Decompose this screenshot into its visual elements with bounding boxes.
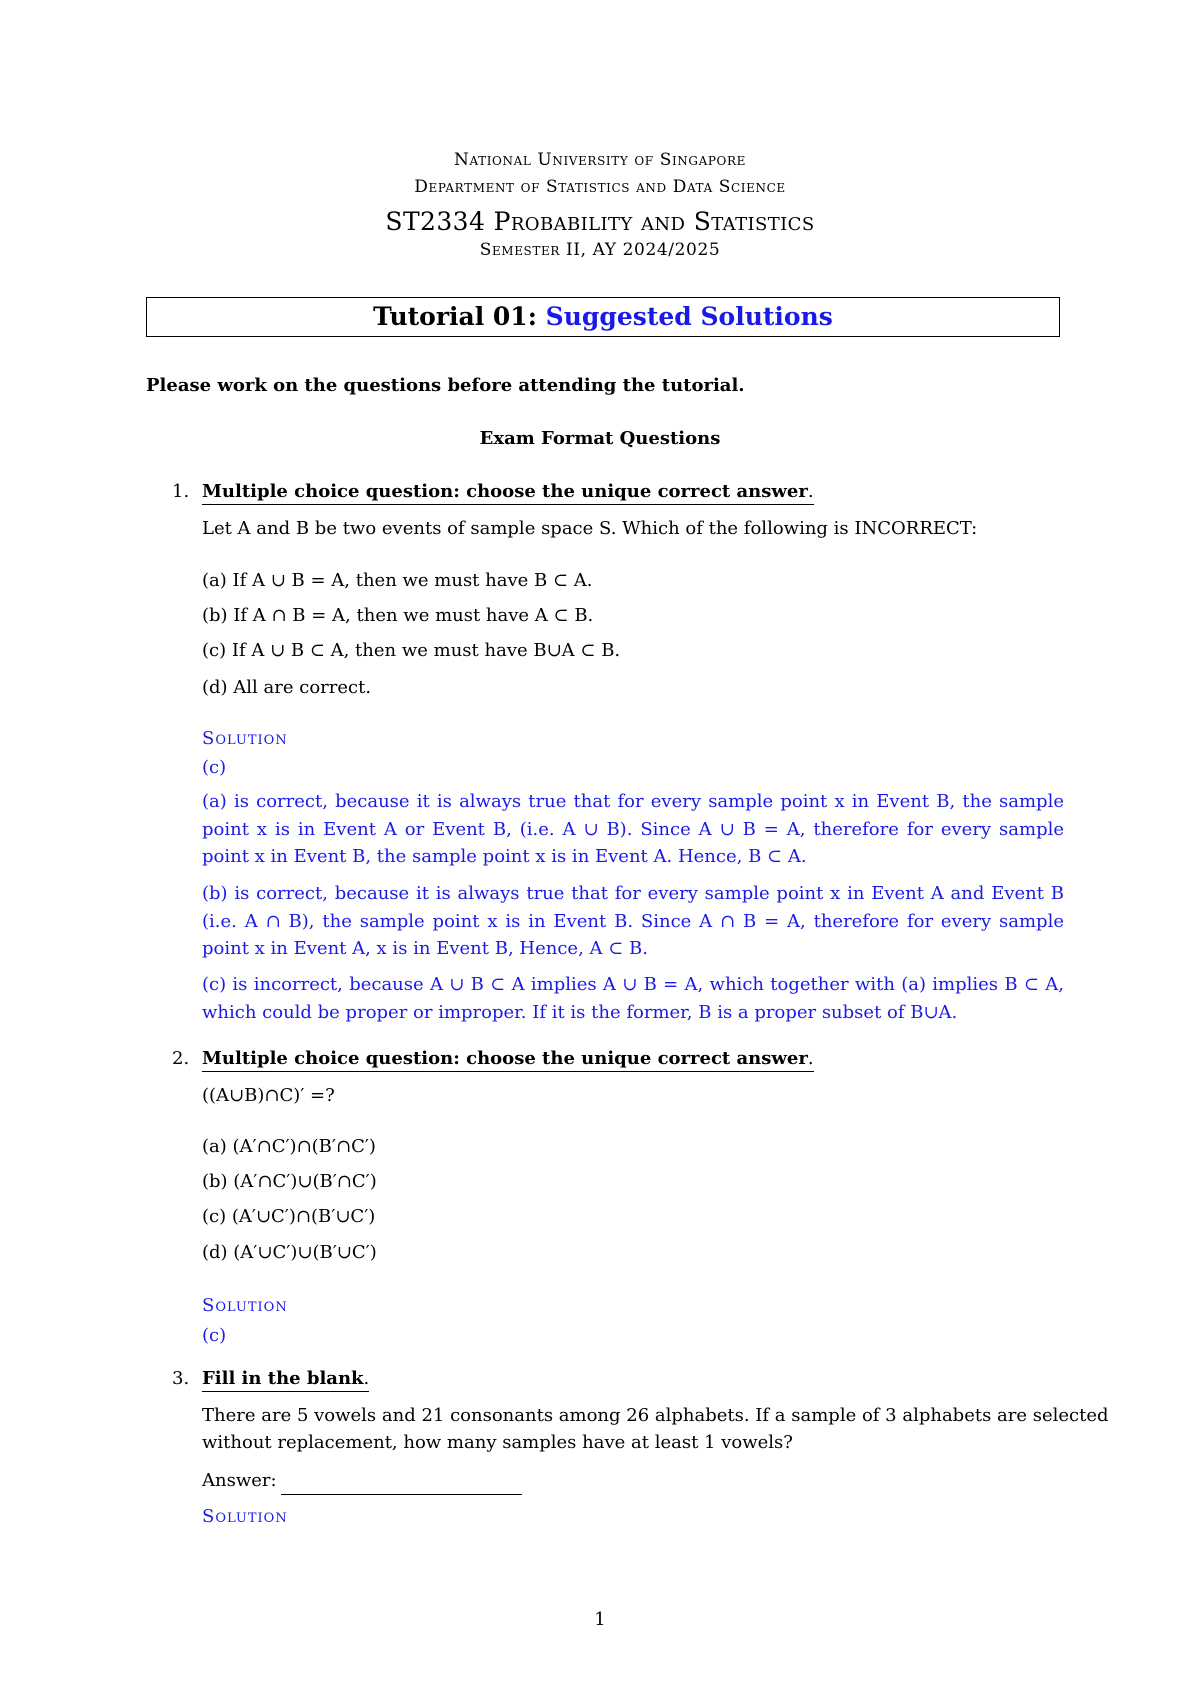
solution-label: Solution — [202, 728, 288, 749]
solution-label: Solution — [202, 1506, 288, 1527]
question-prompt: Let A and B be two events of sample space S. Which of the following is INCORRECT: — [202, 518, 978, 539]
option-c: (c) (A′∪C′)∩(B′∪C′) — [202, 1206, 376, 1227]
option-c: (c) If A ∪ B ⊂ A, then we must have B∪A ⊂ B. — [202, 640, 621, 661]
solution-answer: (c) — [202, 757, 227, 778]
instruction-text: Please work on the questions before attending the tutorial. — [146, 375, 745, 396]
tutorial-title-box — [146, 297, 1060, 337]
tutorial-title-prefix: Tutorial 01: — [373, 302, 537, 331]
university-name: National University of Singapore — [454, 150, 746, 170]
question-prompt: ((A∪B)∩C)′ =? — [202, 1085, 335, 1106]
question-heading: Multiple choice question: choose the unique correct answer. — [202, 1048, 814, 1072]
option-d: (d) (A′∪C′)∪(B′∪C′) — [202, 1242, 377, 1263]
question-heading-text: Fill in the blank — [202, 1368, 364, 1389]
semester-line: Semester II, AY 2024/2025 — [479, 240, 721, 260]
answer-label: Answer: — [202, 1470, 277, 1491]
solution-explanation-b: (b) is correct, because it is always true that for every sample point x in Event A and Event B (i.e. A ∩ B), the sample point x is in Event B. Since A ∩ B = A, therefore for every sample point x in Event A, x is in Event B, Hence, A ⊂ B. — [202, 883, 1064, 959]
option-b: (b) If A ∩ B = A, then we must have A ⊂ B. — [202, 605, 594, 626]
question-prompt-line-1: There are 5 vowels and 21 consonants among 26 alphabets. If a sample of 3 alphabets are selected — [202, 1405, 1109, 1426]
question-heading-text: Multiple choice question: choose the unique correct answer — [202, 481, 808, 502]
solution-answer: (c) — [202, 1325, 227, 1346]
solution-explanation-c: (c) is incorrect, because A ∪ B ⊂ A implies A ∪ B = A, which together with (a) implies B ⊂ A, which could be proper or improper. If it is the former, B is a proper subset of B∪A. — [202, 974, 1064, 1023]
option-a: (a) If A ∪ B = A, then we must have B ⊂ A. — [202, 570, 593, 591]
solution-label: Solution — [202, 1295, 288, 1316]
question-prompt-line-2: without replacement, how many samples have at least 1 vowels? — [202, 1432, 793, 1453]
solution-explanation-a: (a) is correct, because it is always true that for every sample point x in Event B, the sample point x is in Event A or Event B, (i.e. A ∪ B). Since A ∪ B = A, therefore for every sample point x in Event B, the sample point x is in Event A. Hence, B ⊂ A. — [202, 791, 1064, 867]
option-a: (a) (A′∩C′)∩(B′∩C′) — [202, 1136, 376, 1157]
question-number: 3. — [172, 1368, 190, 1389]
tutorial-title-suffix: Suggested Solutions — [545, 302, 833, 331]
course-code: ST2334 — [385, 207, 486, 236]
question-heading: Fill in the blank. — [202, 1368, 369, 1392]
course-title — [0, 207, 1200, 236]
department-name: Department of Statistics and Data Science — [414, 177, 786, 197]
section-heading: Exam Format Questions — [479, 428, 721, 449]
answer-blank-line — [281, 1494, 522, 1495]
question-number: 1. — [172, 481, 190, 502]
option-d: (d) All are correct. — [202, 677, 372, 698]
option-b: (b) (A′∩C′)∪(B′∩C′) — [202, 1171, 377, 1192]
question-heading: Multiple choice question: choose the unique correct answer. — [202, 481, 814, 505]
question-number: 2. — [172, 1048, 190, 1069]
course-name: Probability and Statistics — [493, 207, 815, 236]
question-heading-text: Multiple choice question: choose the unique correct answer — [202, 1048, 808, 1069]
page-number: 1 — [594, 1609, 606, 1630]
